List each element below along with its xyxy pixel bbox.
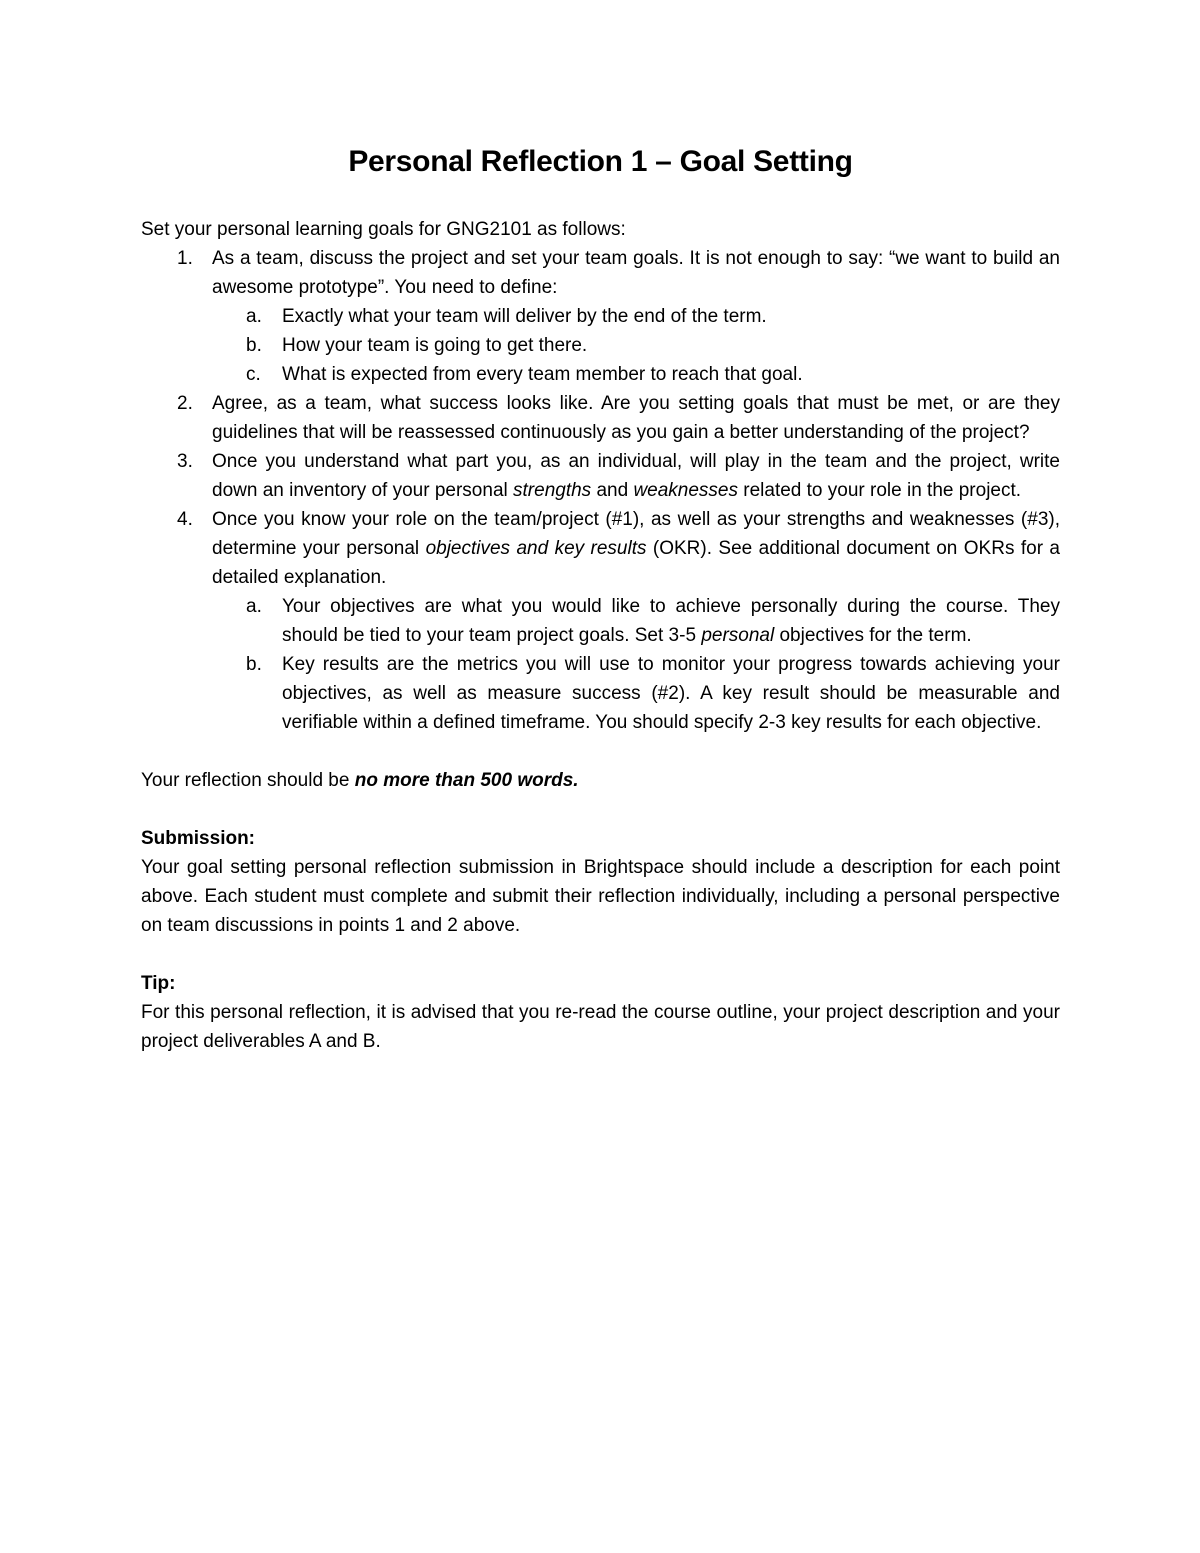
item-text: Agree, as a team, what success looks like. Are you setting goals that must be met, or are they guidelines that will be reassessed continuously as you gain a better understanding of the project? [212,393,1060,443]
sub-item [141,360,1060,389]
sub-item [141,302,1060,331]
item-text: As a team, discuss the project and set your team goals. It is not enough to say: “we want to build an awesome prototype”. You need to define: [212,248,1060,298]
sub-item [141,650,1060,737]
document-body [141,140,1060,1056]
personal-emphasis: personal [701,625,775,646]
item-text-middle: and [591,480,634,501]
spacer [141,940,1060,969]
sub-item-text: Key results are the metrics you will use to monitor your progress towards achieving your objectives, as well as measure success (#2). A key result should be measurable and verifiable within a defined timeframe. You should specify 2-3 key results for each objective. [282,654,1060,733]
weaknesses-emphasis: weaknesses [633,480,738,501]
strengths-emphasis: strengths [513,480,592,501]
sub-item-text-start: Your objectives are what you would like to achieve personally during the course. They should be tied to your team project goals. Set 3-5 [282,596,1060,646]
sub-item-letter: c. [246,364,261,385]
okr-emphasis: objectives and key results [425,538,647,559]
sub-item-text: Exactly what your team will deliver by the end of the term. [282,306,767,327]
list-item [141,505,1060,737]
list-item [141,389,1060,447]
submission-text: Your goal setting personal reflection submission in Brightspace should include a description for each point above. Each student must complete and submit their reflection individually, including a personal perspective on team discussions in points 1 and 2 above. [141,857,1060,936]
item-number: 2. [177,393,193,414]
tip-heading: Tip: [141,973,176,994]
item-text-end: related to your role in the project. [738,480,1022,501]
sub-item-text-end: objectives for the term. [774,625,972,646]
spacer [141,737,1060,766]
item-text-start: Once you know your role on the team/project (#1), as well as your strengths and weaknesses (#3), determine your personal [212,509,1060,559]
word-limit-emphasis: no more than 500 words. [354,770,579,791]
sub-item-text: What is expected from every team member to reach that goal. [282,364,803,385]
spacer [141,795,1060,824]
item-number: 1. [177,248,193,269]
goal-steps-list [141,244,1060,737]
submission-heading: Submission: [141,828,256,849]
sub-item-letter: a. [246,596,262,617]
sub-item-letter: b. [246,654,262,675]
sub-item-text: How your team is going to get there. [282,335,588,356]
list-item [141,447,1060,505]
item-text-start: Once you understand what part you, as an individual, will play in the team and the project, write down an inventory of your personal [212,451,1060,501]
tip-text: For this personal reflection, it is advised that you re-read the course outline, your project description and your project deliverables A and B. [141,1002,1060,1052]
sub-item [141,331,1060,360]
item-number: 4. [177,509,193,530]
page-title: Personal Reflection 1 – Goal Setting [348,145,853,178]
word-limit-text [141,766,1060,795]
word-limit-lead: Your reflection should be [141,770,355,791]
item-number: 3. [177,451,193,472]
sub-item-letter: b. [246,335,262,356]
list-item [141,244,1060,389]
item-text-end: (OKR). See additional document on OKRs for a detailed explanation. [212,538,1060,588]
intro-text: Set your personal learning goals for GNG2101 as follows: [141,219,626,240]
sub-item [141,592,1060,650]
sub-item-letter: a. [246,306,262,327]
